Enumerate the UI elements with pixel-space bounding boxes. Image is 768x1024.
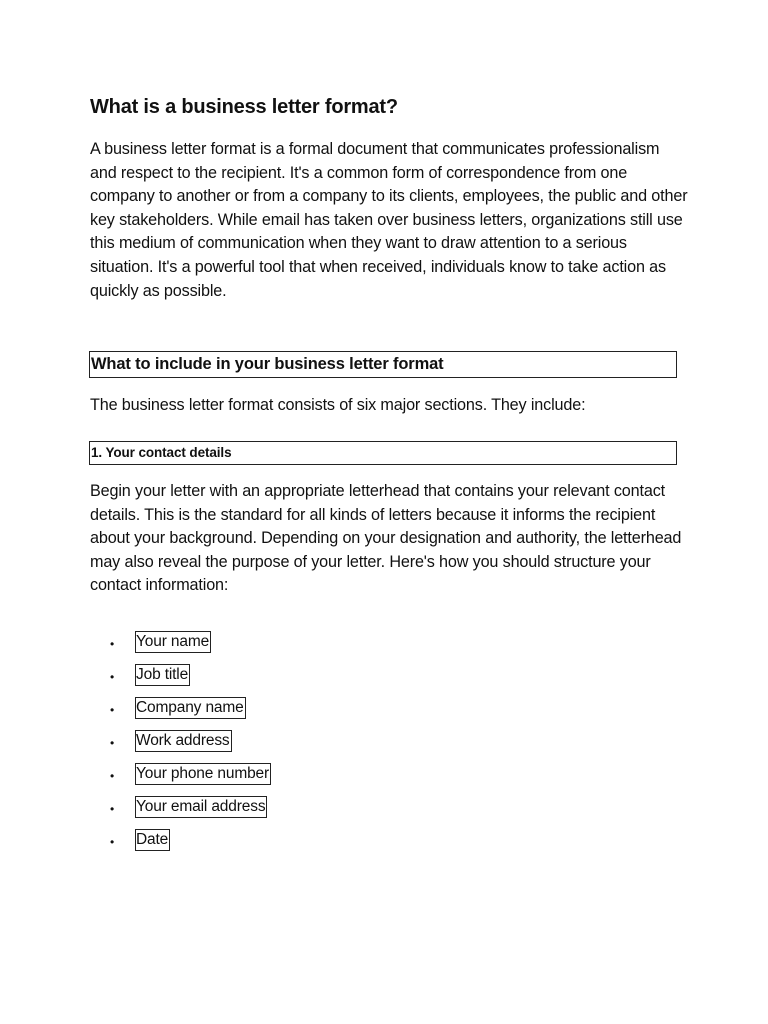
section-heading: What to include in your business letter format	[89, 351, 677, 378]
bullet-icon: •	[110, 670, 115, 684]
bullet-icon: •	[110, 736, 115, 750]
bullet-icon: •	[110, 802, 115, 816]
list-item-label: Company name	[135, 697, 246, 719]
contact-details-paragraph: Begin your letter with an appropriate letterhead that contains your relevant contact details. This is the standard for all kinds of letters because it informs the recipient about your background. Depending on your designation and authority, the letterhead may also reveal the purpose of your letter. Here's how you should structure your contact information:	[90, 482, 682, 595]
bullet-icon: •	[110, 769, 115, 783]
bullet-icon: •	[110, 835, 115, 849]
list-item-label: Your email address	[135, 796, 267, 818]
intro-paragraph: A business letter format is a formal document that communicates professionalism and respect to the recipient. It's a common form of correspondence from one company to another or from a company to its clients, employees, the public and other key stakeholders. While email has taken over business letters, organizations still use this medium of communication when they want to draw attention to a serious situation. It's a powerful tool that when received, individuals know to take action as quickly as possible.	[90, 140, 688, 300]
bullet-icon: •	[110, 637, 115, 651]
list-item-label: Work address	[135, 730, 232, 752]
sections-paragraph: The business letter format consists of six major sections. They include:	[90, 396, 586, 414]
page-title: What is a business letter format?	[90, 96, 398, 118]
subsection-heading: 1. Your contact details	[89, 441, 677, 465]
list-item-label: Date	[135, 829, 170, 851]
list-item-label: Your name	[135, 631, 211, 653]
bullet-icon: •	[110, 703, 115, 717]
list-item-label: Job title	[135, 664, 190, 686]
list-item-label: Your phone number	[135, 763, 271, 785]
